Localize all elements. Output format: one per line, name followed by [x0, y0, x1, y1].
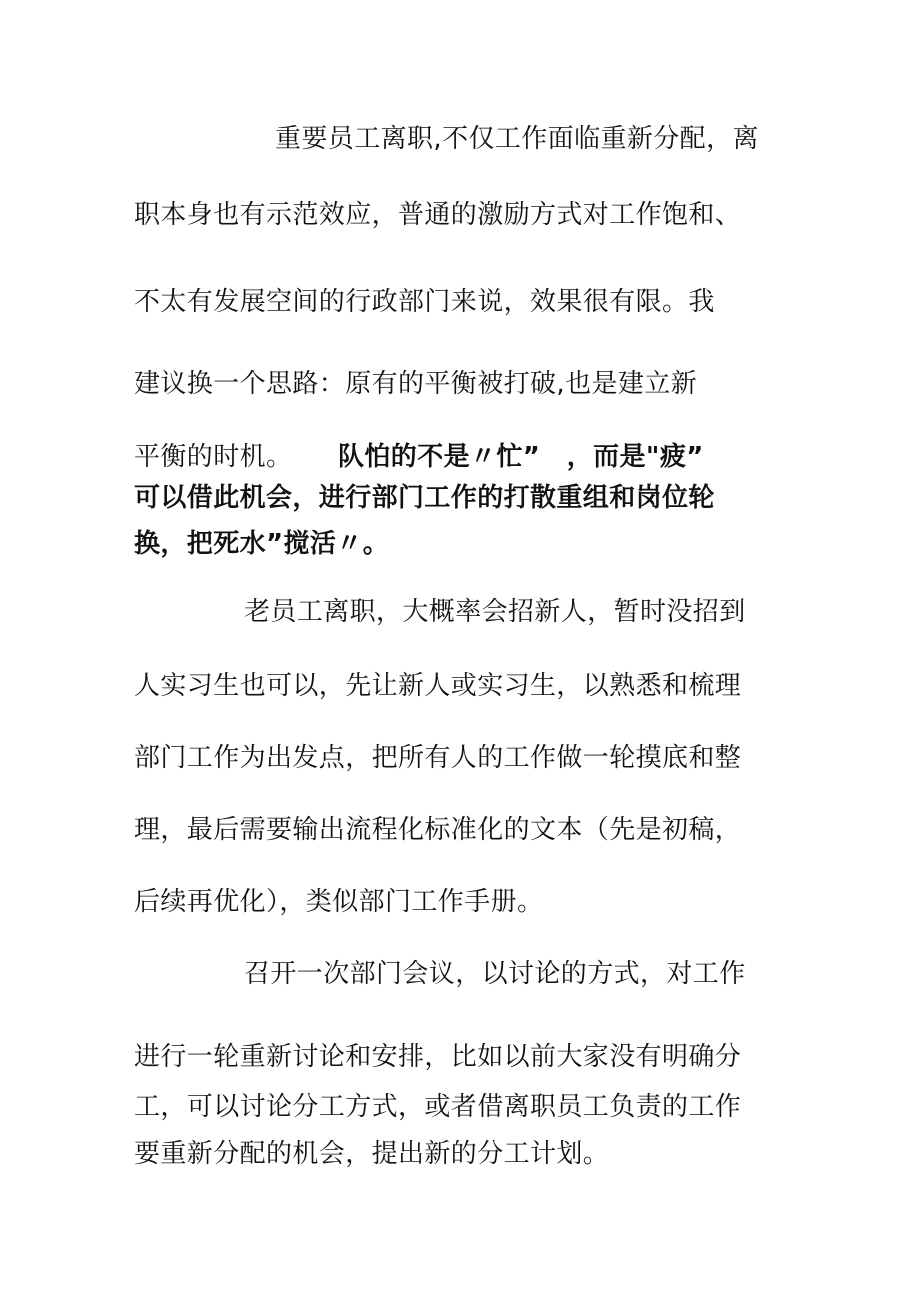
bold-text-line: 队怕的不是〃忙” ，而是"疲”	[338, 442, 704, 472]
bold-text-line: 换，把死水”搅活〃。	[134, 529, 390, 559]
bold-text-line: 可以借此机会，进行部门工作的打散重组和岗位轮	[134, 483, 715, 513]
text-line: 平衡的时机。	[134, 442, 293, 472]
text-line: 不太有发展空间的行政部门来说，效果很有限。我	[134, 287, 715, 317]
text-line: 重要员工离职,不仅工作面临重新分配，离	[275, 124, 759, 154]
text-line: 部门工作为出发点，把所有人的工作做一轮摸底和整	[134, 743, 742, 773]
text-line: 人实习生也可以，先让新人或实习生，以熟悉和梳理	[134, 671, 742, 701]
text-line: 老员工离职，大概率会招新人，暂时没招到	[244, 597, 746, 627]
text-line: 工，可以讨论分工方式，或者借离职员工负责的工作	[134, 1092, 742, 1122]
text-line: 建议换一个思路：原有的平衡被打破,也是建立新	[134, 369, 698, 399]
text-line: 理，最后需要输出流程化标准化的文本（先是初稿，	[134, 815, 742, 845]
text-line: 召开一次部门会议，以讨论的方式，对工作	[244, 959, 746, 989]
text-line: 后续再优化），类似部门工作手册。	[134, 887, 544, 917]
text-line: 进行一轮重新讨论和安排，比如以前大家没有明确分	[134, 1042, 742, 1072]
text-line: 要重新分配的机会，提出新的分工计划。	[134, 1139, 610, 1169]
text-line: 职本身也有示范效应，普通的激励方式对工作饱和、	[134, 200, 742, 230]
